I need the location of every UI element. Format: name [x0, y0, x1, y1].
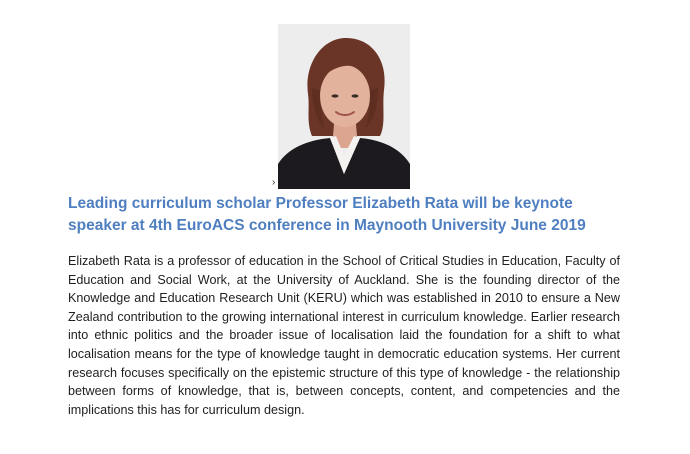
portrait-photo: [278, 24, 410, 189]
bio-paragraph: Elizabeth Rata is a professor of education in the School of Critical Studies in Education, Faculty of Education and Social Work, at the University of Auckland. She is the founding director of the Knowledge and Education Research Unit (KERU) which was established in 2010 to ensure a New Zealand contribution to the growing international interest in curriculum knowledge. Earlier research into ethnic politics and the broader issue of localisation laid the foundation for a shift to what localisation means for the type of knowledge taught in democratic education systems. Her current research focuses specifically on the epistemic structure of this type of knowledge - the relationship between forms of knowledge, that is, between concepts, content, and competencies and the implications this has for curriculum design.: [68, 254, 620, 417]
headline: Leading curriculum scholar Professor Elizabeth Rata will be keynote speaker at 4th EuroACS conference in Maynooth University June 2019: [68, 195, 586, 234]
caret-icon: ›: [272, 177, 276, 188]
